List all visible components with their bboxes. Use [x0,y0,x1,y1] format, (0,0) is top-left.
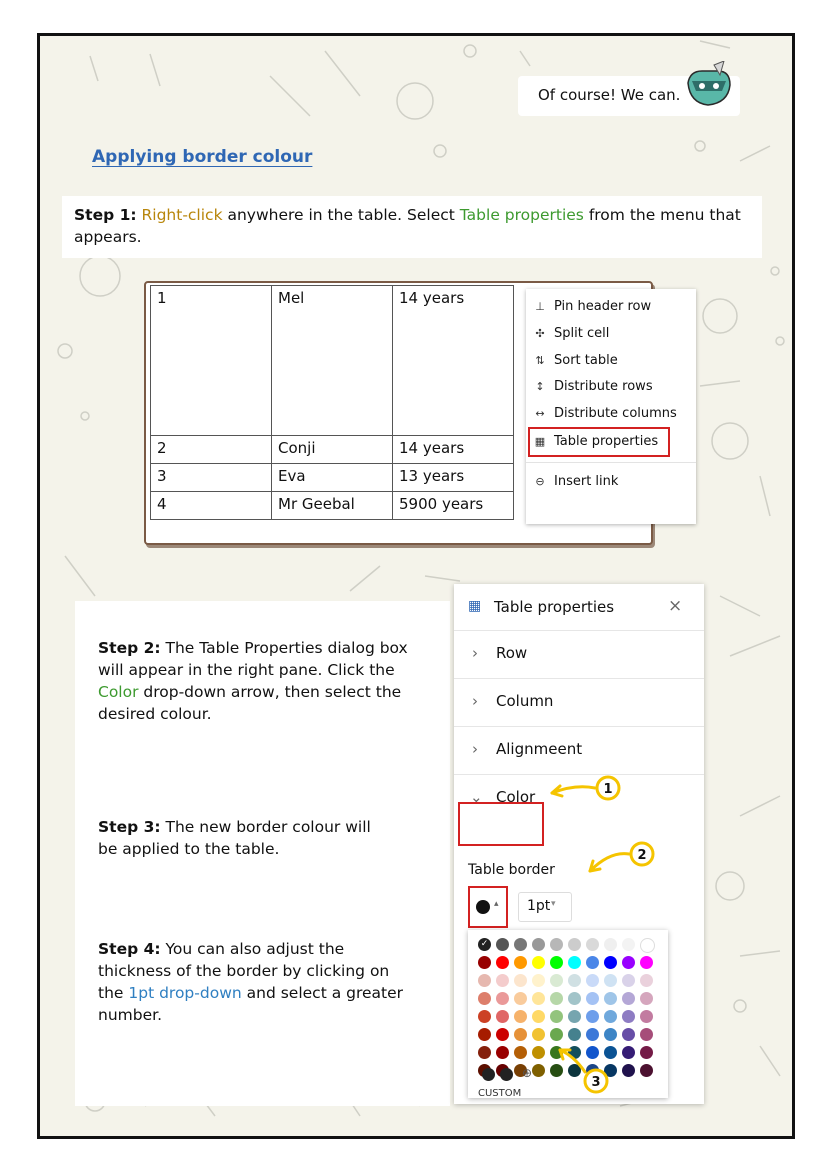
menu-item-split-cell[interactable]: ✣ Split cell [535,326,610,341]
menu-item-table-properties[interactable]: ▦ Table properties [534,434,659,449]
step2-label: Step 2: [98,639,161,657]
caret-up-icon: ▴ [494,899,499,909]
speech-text: Of course! We can. [538,86,681,104]
section-heading: Applying border colour [92,147,313,167]
step1-action: Right-click [141,206,223,224]
distribute-columns-icon: ↔ [535,407,545,420]
table-row[interactable]: 1 Mel 14 years [151,286,514,436]
table-row[interactable]: 3 Eva 13 years [151,464,514,492]
callout-3-number: 3 [591,1075,601,1090]
step1-text: Step 1: Right-click anywhere in the table. Select Table properties from the menu that appears. [74,206,741,246]
step4-text: Step 4: You can also adjust the thickness of the border by clicking on the 1pt drop-down and select a greater number. [98,940,404,1024]
section-row[interactable]: › Row [454,630,704,677]
callout-arrows [40,36,792,1136]
table-icon: ▦ [468,598,482,614]
step2-target: Color [98,683,139,701]
table-row[interactable]: 2 Conji 14 years [151,436,514,464]
panel-title: Table properties [494,598,615,616]
menu-item-insert-link[interactable]: ⊖ Insert link [535,474,619,489]
menu-item-sort-table[interactable]: ⇅ Sort table [535,353,618,368]
chevron-right-icon: › [472,644,478,662]
menu-item-pin-header-row[interactable]: ⊥ Pin header row [535,299,652,314]
chevron-right-icon: › [472,692,478,710]
sort-icon: ⇅ [535,354,545,367]
table-icon: ▦ [534,435,546,448]
step4-label: Step 4: [98,940,161,958]
split-icon: ✣ [535,327,545,340]
menu-item-distribute-columns[interactable]: ↔ Distribute columns [535,406,677,421]
step3-label: Step 3: [98,818,161,836]
link-icon: ⊖ [535,475,545,488]
thickness-dropdown[interactable]: 1pt ▾ [518,892,572,922]
menu-item-distribute-rows[interactable]: ↕ Distribute rows [535,379,653,394]
step1-target: Table properties [459,206,584,224]
chevron-down-icon: ⌄ [470,788,483,806]
caret-down-icon: ▾ [551,899,556,909]
step3-text: Step 3: The new border colour will be applied to the table. [98,818,371,858]
step4-target: 1pt drop-down [128,984,242,1002]
add-custom-color-icon[interactable]: ⊕ [522,1066,533,1080]
custom-label: CUSTOM [478,1088,522,1099]
close-icon[interactable]: × [668,596,683,616]
callout-2-number: 2 [637,848,647,863]
step1-label: Step 1: [74,206,137,224]
pin-icon: ⊥ [535,300,545,313]
table-border-label: Table border [468,862,555,878]
table-row[interactable]: 4 Mr Geebal 5900 years [151,492,514,520]
section-alignment[interactable]: › Alignmeent [454,726,704,773]
callout-1-number: 1 [603,782,613,797]
section-column[interactable]: › Column [454,678,704,725]
page-frame [37,33,795,1139]
chevron-right-icon: › [472,740,478,758]
color-swatch[interactable]: ✓ [478,938,491,951]
step2-text: Step 2: The Table Properties dialog box will appear in the right pane. Click the Color drop-down arrow, then select the desired colour. [98,639,408,723]
distribute-rows-icon: ↕ [535,380,545,393]
section-color[interactable]: ⌄ Color [454,774,704,821]
